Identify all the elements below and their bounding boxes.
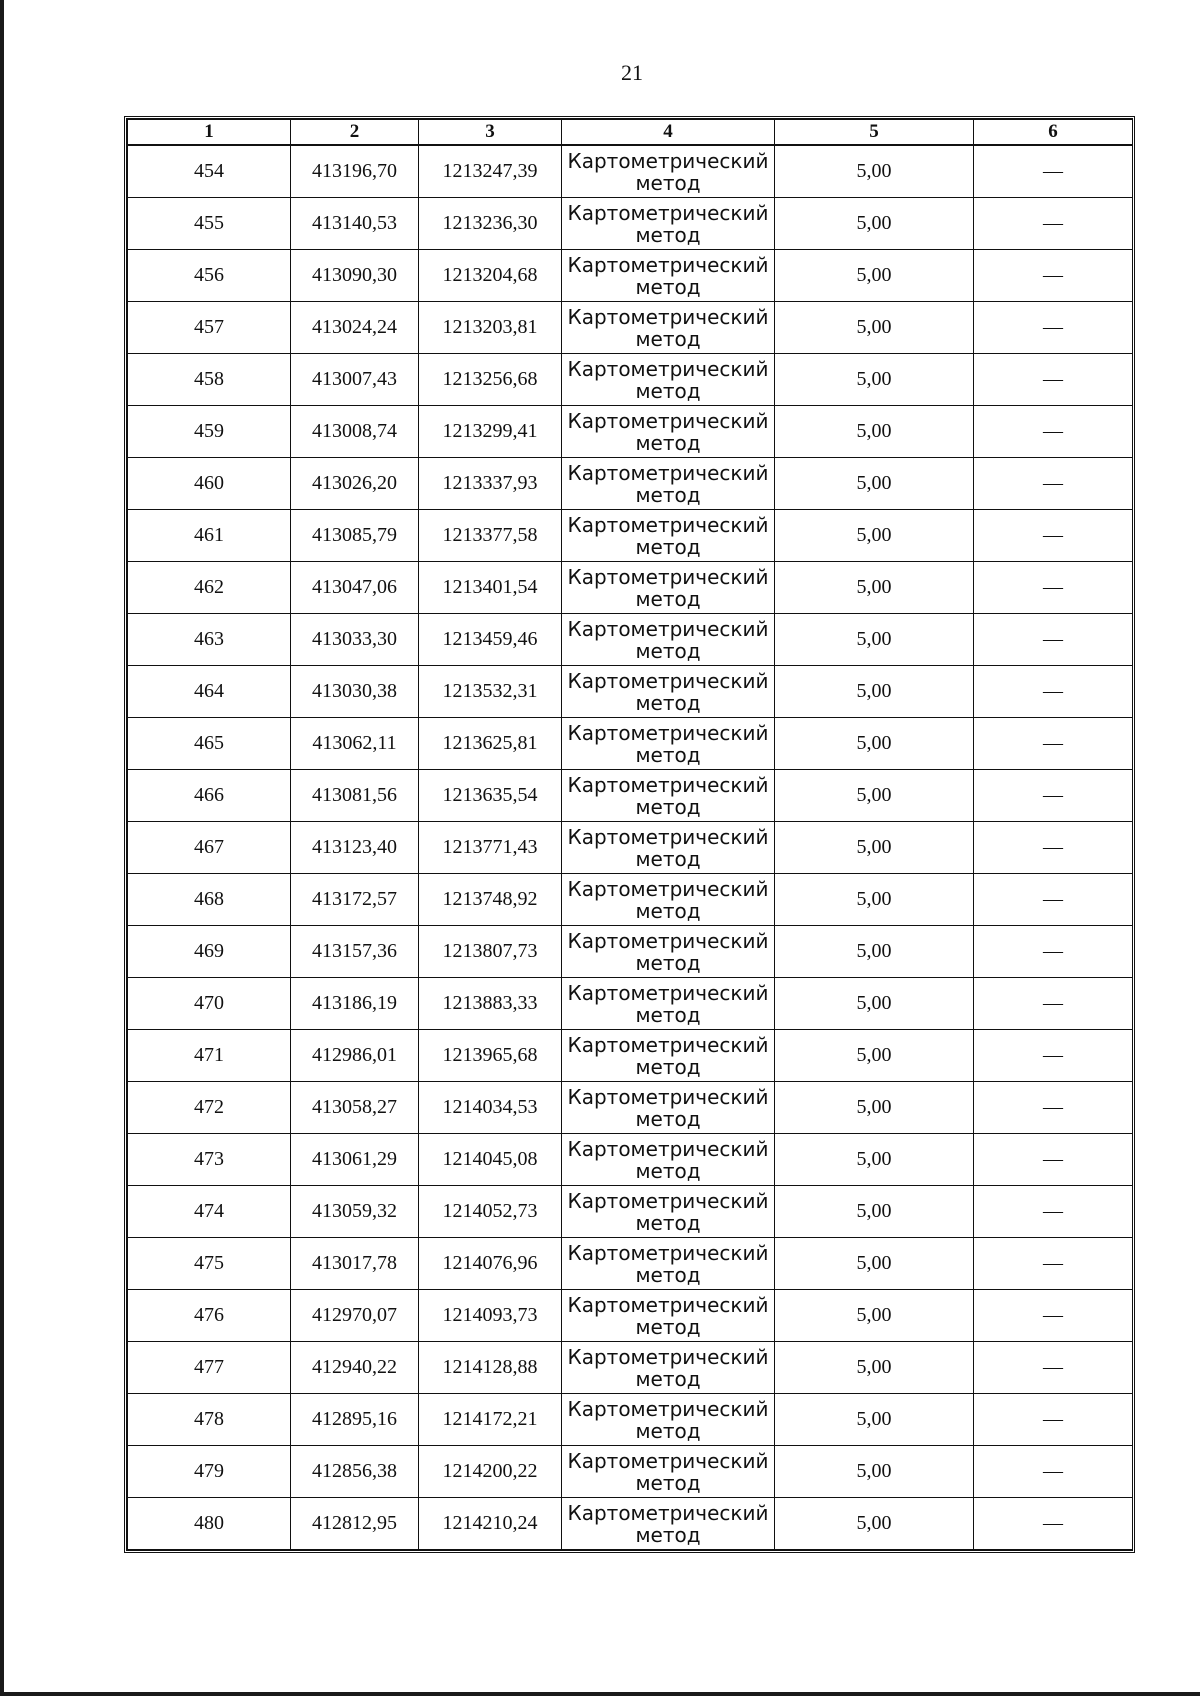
page-number: 21 — [621, 60, 643, 85]
y-coordinate-cell: 1213459,46 — [419, 614, 562, 666]
table-header-row — [128, 120, 1133, 146]
method-cell — [562, 1394, 775, 1446]
method-line-2: метод — [635, 794, 701, 819]
accuracy-cell: 5,00 — [775, 978, 974, 1030]
method-cell — [562, 250, 775, 302]
x-coordinate-cell: 413196,70 — [291, 145, 419, 198]
table-body — [128, 145, 1133, 1550]
note-cell: — — [974, 562, 1133, 614]
note-cell: — — [974, 145, 1133, 198]
y-coordinate-cell: 1213771,43 — [419, 822, 562, 874]
y-coordinate-cell: 1213204,68 — [419, 250, 562, 302]
note-cell: — — [974, 198, 1133, 250]
method-line-2: метод — [635, 1262, 701, 1287]
table-row — [128, 145, 1133, 198]
table-row — [128, 250, 1133, 302]
note-cell: — — [974, 1290, 1133, 1342]
y-coordinate-cell: 1213337,93 — [419, 458, 562, 510]
method-line-2: метод — [635, 1470, 701, 1495]
x-coordinate-cell: 413081,56 — [291, 770, 419, 822]
method-line-1: Картометрический — [567, 408, 769, 433]
method-cell — [562, 1446, 775, 1498]
method-line-2: метод — [635, 638, 701, 663]
x-coordinate-cell: 412986,01 — [291, 1030, 419, 1082]
method-line-1: Картометрический — [567, 928, 769, 953]
x-coordinate-cell: 413017,78 — [291, 1238, 419, 1290]
note-cell: — — [974, 406, 1133, 458]
column-header-4: 4 — [562, 120, 775, 146]
method-line-1: Картометрический — [567, 304, 769, 329]
y-coordinate-cell: 1214172,21 — [419, 1394, 562, 1446]
y-coordinate-cell: 1213635,54 — [419, 770, 562, 822]
table-row — [128, 562, 1133, 614]
method-cell — [562, 1238, 775, 1290]
table-row — [128, 614, 1133, 666]
accuracy-cell: 5,00 — [775, 1290, 974, 1342]
x-coordinate-cell: 412970,07 — [291, 1290, 419, 1342]
method-line-1: Картометрический — [567, 252, 769, 277]
accuracy-cell: 5,00 — [775, 718, 974, 770]
method-line-1: Картометрический — [567, 824, 769, 849]
accuracy-cell: 5,00 — [775, 1446, 974, 1498]
method-line-2: метод — [635, 690, 701, 715]
note-cell: — — [974, 718, 1133, 770]
x-coordinate-cell: 413047,06 — [291, 562, 419, 614]
y-coordinate-cell: 1213236,30 — [419, 198, 562, 250]
method-cell — [562, 926, 775, 978]
method-cell — [562, 1134, 775, 1186]
method-line-1: Картометрический — [567, 1136, 769, 1161]
accuracy-cell: 5,00 — [775, 406, 974, 458]
method-line-2: метод — [635, 534, 701, 559]
method-cell — [562, 770, 775, 822]
method-line-2: метод — [635, 170, 701, 195]
method-cell — [562, 1342, 775, 1394]
x-coordinate-cell: 413090,30 — [291, 250, 419, 302]
method-cell — [562, 510, 775, 562]
accuracy-cell: 5,00 — [775, 1030, 974, 1082]
method-cell — [562, 1030, 775, 1082]
method-line-1: Картометрический — [567, 356, 769, 381]
table-row — [128, 874, 1133, 926]
table-row — [128, 1394, 1133, 1446]
point-number-cell: 466 — [128, 770, 291, 822]
point-number-cell: 461 — [128, 510, 291, 562]
y-coordinate-cell: 1214210,24 — [419, 1498, 562, 1550]
method-line-1: Картометрический — [567, 512, 769, 537]
y-coordinate-cell: 1214034,53 — [419, 1082, 562, 1134]
accuracy-cell: 5,00 — [775, 458, 974, 510]
method-line-1: Картометрический — [567, 564, 769, 589]
method-line-1: Картометрический — [567, 460, 769, 485]
method-line-1: Картометрический — [567, 1500, 769, 1525]
x-coordinate-cell: 413085,79 — [291, 510, 419, 562]
table-row — [128, 510, 1133, 562]
accuracy-cell: 5,00 — [775, 926, 974, 978]
point-number-cell: 465 — [128, 718, 291, 770]
method-line-1: Картометрический — [567, 720, 769, 745]
note-cell: — — [974, 1186, 1133, 1238]
method-cell — [562, 718, 775, 770]
x-coordinate-cell: 413058,27 — [291, 1082, 419, 1134]
accuracy-cell: 5,00 — [775, 666, 974, 718]
method-line-1: Картометрический — [567, 1448, 769, 1473]
method-line-1: Картометрический — [567, 616, 769, 641]
point-number-cell: 468 — [128, 874, 291, 926]
note-cell: — — [974, 1134, 1133, 1186]
y-coordinate-cell: 1213965,68 — [419, 1030, 562, 1082]
accuracy-cell: 5,00 — [775, 1498, 974, 1550]
method-line-1: Картометрический — [567, 1188, 769, 1213]
method-line-1: Картометрический — [567, 876, 769, 901]
column-header-1: 1 — [128, 120, 291, 146]
table-row — [128, 1290, 1133, 1342]
method-line-2: метод — [635, 1158, 701, 1183]
table-row — [128, 1238, 1133, 1290]
accuracy-cell: 5,00 — [775, 1238, 974, 1290]
y-coordinate-cell: 1214052,73 — [419, 1186, 562, 1238]
y-coordinate-cell: 1213807,73 — [419, 926, 562, 978]
method-cell — [562, 1498, 775, 1550]
table-row — [128, 302, 1133, 354]
note-cell: — — [974, 510, 1133, 562]
method-line-2: метод — [635, 1054, 701, 1079]
accuracy-cell: 5,00 — [775, 1082, 974, 1134]
point-number-cell: 471 — [128, 1030, 291, 1082]
method-line-2: метод — [635, 222, 701, 247]
x-coordinate-cell: 412856,38 — [291, 1446, 419, 1498]
coordinates-table — [127, 119, 1133, 1550]
point-number-cell: 459 — [128, 406, 291, 458]
note-cell: — — [974, 822, 1133, 874]
note-cell: — — [974, 354, 1133, 406]
x-coordinate-cell: 413062,11 — [291, 718, 419, 770]
x-coordinate-cell: 413123,40 — [291, 822, 419, 874]
table-row — [128, 926, 1133, 978]
method-line-1: Картометрический — [567, 148, 769, 173]
y-coordinate-cell: 1213532,31 — [419, 666, 562, 718]
method-cell — [562, 874, 775, 926]
point-number-cell: 476 — [128, 1290, 291, 1342]
point-number-cell: 472 — [128, 1082, 291, 1134]
note-cell: — — [974, 1342, 1133, 1394]
method-line-1: Картометрический — [567, 980, 769, 1005]
point-number-cell: 458 — [128, 354, 291, 406]
x-coordinate-cell: 413033,30 — [291, 614, 419, 666]
method-line-2: метод — [635, 1106, 701, 1131]
accuracy-cell: 5,00 — [775, 354, 974, 406]
note-cell: — — [974, 926, 1133, 978]
method-line-2: метод — [635, 1366, 701, 1391]
point-number-cell: 460 — [128, 458, 291, 510]
method-line-1: Картометрический — [567, 1396, 769, 1421]
x-coordinate-cell: 413186,19 — [291, 978, 419, 1030]
accuracy-cell: 5,00 — [775, 250, 974, 302]
method-cell — [562, 978, 775, 1030]
method-line-2: метод — [635, 1522, 701, 1547]
point-number-cell: 457 — [128, 302, 291, 354]
note-cell: — — [974, 302, 1133, 354]
point-number-cell: 470 — [128, 978, 291, 1030]
column-header-3: 3 — [419, 120, 562, 146]
method-cell — [562, 302, 775, 354]
accuracy-cell: 5,00 — [775, 822, 974, 874]
x-coordinate-cell: 413140,53 — [291, 198, 419, 250]
accuracy-cell: 5,00 — [775, 1342, 974, 1394]
x-coordinate-cell: 412812,95 — [291, 1498, 419, 1550]
accuracy-cell: 5,00 — [775, 614, 974, 666]
method-cell — [562, 145, 775, 198]
x-coordinate-cell: 413026,20 — [291, 458, 419, 510]
table-row — [128, 406, 1133, 458]
method-line-1: Картометрический — [567, 1032, 769, 1057]
accuracy-cell: 5,00 — [775, 302, 974, 354]
method-line-1: Картометрический — [567, 668, 769, 693]
y-coordinate-cell: 1214128,88 — [419, 1342, 562, 1394]
x-coordinate-cell: 413030,38 — [291, 666, 419, 718]
method-line-2: метод — [635, 1418, 701, 1443]
y-coordinate-cell: 1213883,33 — [419, 978, 562, 1030]
x-coordinate-cell: 413061,29 — [291, 1134, 419, 1186]
method-line-2: метод — [635, 274, 701, 299]
note-cell: — — [974, 1446, 1133, 1498]
note-cell: — — [974, 458, 1133, 510]
table-row — [128, 1446, 1133, 1498]
coordinates-table-frame — [124, 116, 1135, 1553]
y-coordinate-cell: 1214093,73 — [419, 1290, 562, 1342]
method-line-2: метод — [635, 950, 701, 975]
method-cell — [562, 822, 775, 874]
table-row — [128, 1134, 1133, 1186]
note-cell: — — [974, 978, 1133, 1030]
point-number-cell: 463 — [128, 614, 291, 666]
method-line-2: метод — [635, 898, 701, 923]
point-number-cell: 480 — [128, 1498, 291, 1550]
accuracy-cell: 5,00 — [775, 1186, 974, 1238]
note-cell: — — [974, 770, 1133, 822]
y-coordinate-cell: 1213401,54 — [419, 562, 562, 614]
y-coordinate-cell: 1214045,08 — [419, 1134, 562, 1186]
note-cell: — — [974, 1498, 1133, 1550]
y-coordinate-cell: 1213247,39 — [419, 145, 562, 198]
note-cell: — — [974, 1030, 1133, 1082]
accuracy-cell: 5,00 — [775, 198, 974, 250]
method-line-1: Картометрический — [567, 1292, 769, 1317]
table-row — [128, 666, 1133, 718]
note-cell: — — [974, 1082, 1133, 1134]
column-header-5: 5 — [775, 120, 974, 146]
method-cell — [562, 666, 775, 718]
method-cell — [562, 1186, 775, 1238]
method-cell — [562, 406, 775, 458]
note-cell: — — [974, 614, 1133, 666]
accuracy-cell: 5,00 — [775, 874, 974, 926]
table-row — [128, 1082, 1133, 1134]
method-cell — [562, 562, 775, 614]
accuracy-cell: 5,00 — [775, 145, 974, 198]
method-line-2: метод — [635, 1210, 701, 1235]
method-cell — [562, 354, 775, 406]
method-cell — [562, 1082, 775, 1134]
point-number-cell: 479 — [128, 1446, 291, 1498]
y-coordinate-cell: 1213625,81 — [419, 718, 562, 770]
point-number-cell: 464 — [128, 666, 291, 718]
x-coordinate-cell: 413157,36 — [291, 926, 419, 978]
y-coordinate-cell: 1213377,58 — [419, 510, 562, 562]
point-number-cell: 456 — [128, 250, 291, 302]
method-cell — [562, 1290, 775, 1342]
accuracy-cell: 5,00 — [775, 1394, 974, 1446]
note-cell: — — [974, 1394, 1133, 1446]
point-number-cell: 462 — [128, 562, 291, 614]
accuracy-cell: 5,00 — [775, 510, 974, 562]
method-line-2: метод — [635, 742, 701, 767]
column-header-6: 6 — [974, 120, 1133, 146]
x-coordinate-cell: 412895,16 — [291, 1394, 419, 1446]
point-number-cell: 467 — [128, 822, 291, 874]
accuracy-cell: 5,00 — [775, 1134, 974, 1186]
y-coordinate-cell: 1214200,22 — [419, 1446, 562, 1498]
x-coordinate-cell: 413024,24 — [291, 302, 419, 354]
x-coordinate-cell: 412940,22 — [291, 1342, 419, 1394]
point-number-cell: 474 — [128, 1186, 291, 1238]
note-cell: — — [974, 874, 1133, 926]
y-coordinate-cell: 1214076,96 — [419, 1238, 562, 1290]
y-coordinate-cell: 1213256,68 — [419, 354, 562, 406]
scan-edge-left — [0, 0, 4, 1696]
point-number-cell: 473 — [128, 1134, 291, 1186]
method-line-2: метод — [635, 1002, 701, 1027]
method-cell — [562, 458, 775, 510]
table-row — [128, 1498, 1133, 1550]
note-cell: — — [974, 250, 1133, 302]
method-line-2: метод — [635, 846, 701, 871]
table-row — [128, 770, 1133, 822]
point-number-cell: 477 — [128, 1342, 291, 1394]
table-row — [128, 1030, 1133, 1082]
point-number-cell: 454 — [128, 145, 291, 198]
table-row — [128, 1186, 1133, 1238]
method-line-1: Картометрический — [567, 1344, 769, 1369]
method-cell — [562, 614, 775, 666]
method-line-2: метод — [635, 482, 701, 507]
method-line-1: Картометрический — [567, 1084, 769, 1109]
point-number-cell: 478 — [128, 1394, 291, 1446]
point-number-cell: 475 — [128, 1238, 291, 1290]
note-cell: — — [974, 1238, 1133, 1290]
accuracy-cell: 5,00 — [775, 770, 974, 822]
method-line-2: метод — [635, 326, 701, 351]
table-row — [128, 198, 1133, 250]
method-line-2: метод — [635, 1314, 701, 1339]
note-cell: — — [974, 666, 1133, 718]
table-row — [128, 354, 1133, 406]
method-cell — [562, 198, 775, 250]
method-line-1: Картометрический — [567, 1240, 769, 1265]
method-line-2: метод — [635, 378, 701, 403]
x-coordinate-cell: 413172,57 — [291, 874, 419, 926]
x-coordinate-cell: 413008,74 — [291, 406, 419, 458]
x-coordinate-cell: 413007,43 — [291, 354, 419, 406]
table-row — [128, 718, 1133, 770]
method-line-1: Картометрический — [567, 200, 769, 225]
y-coordinate-cell: 1213748,92 — [419, 874, 562, 926]
method-line-2: метод — [635, 430, 701, 455]
method-line-2: метод — [635, 586, 701, 611]
accuracy-cell: 5,00 — [775, 562, 974, 614]
scan-edge-bottom — [0, 1692, 1200, 1696]
table-row — [128, 458, 1133, 510]
method-line-1: Картометрический — [567, 772, 769, 797]
y-coordinate-cell: 1213203,81 — [419, 302, 562, 354]
table-row — [128, 822, 1133, 874]
x-coordinate-cell: 413059,32 — [291, 1186, 419, 1238]
point-number-cell: 469 — [128, 926, 291, 978]
y-coordinate-cell: 1213299,41 — [419, 406, 562, 458]
table-row — [128, 978, 1133, 1030]
column-header-2: 2 — [291, 120, 419, 146]
point-number-cell: 455 — [128, 198, 291, 250]
table-row — [128, 1342, 1133, 1394]
